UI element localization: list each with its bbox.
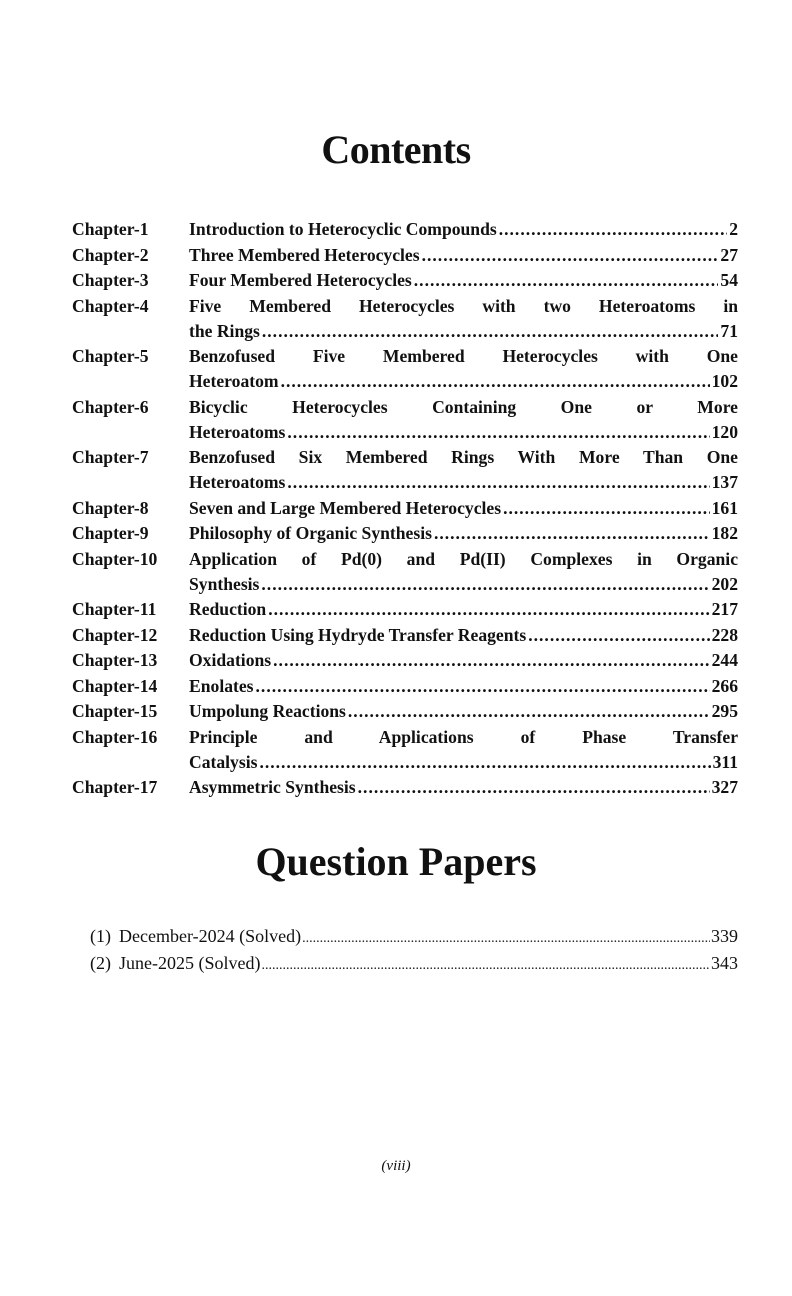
toc-chapter-label: Chapter-17 bbox=[72, 777, 158, 797]
question-paper-page: 339 bbox=[711, 926, 738, 946]
dot-leader bbox=[302, 926, 710, 951]
toc-entry bbox=[72, 344, 738, 394]
toc-page-number: 228 bbox=[711, 624, 738, 645]
page-number: (viii) bbox=[381, 1158, 411, 1174]
toc-title-line: Principle and Applications of Phase Transfer bbox=[189, 726, 738, 747]
question-paper-number: (1) bbox=[90, 926, 111, 946]
question-paper-label: June-2025 (Solved) bbox=[119, 953, 261, 973]
toc-entry bbox=[72, 674, 738, 699]
toc-entry bbox=[72, 294, 738, 344]
toc-title-line: Reduction Using Hydryde Transfer Reagents bbox=[189, 624, 527, 645]
toc-title-line: Oxidations bbox=[189, 650, 272, 670]
dot-leader bbox=[281, 369, 710, 394]
toc-entry bbox=[72, 623, 738, 648]
toc-title-line: Four Membered Heterocycles bbox=[189, 270, 412, 290]
toc-entry bbox=[72, 521, 738, 546]
toc-title-line: Benzofused Five Membered Heterocycles with One bbox=[189, 346, 738, 366]
toc-page-number: 120 bbox=[711, 421, 738, 442]
dot-leader bbox=[348, 699, 710, 724]
toc-page-number: 244 bbox=[711, 650, 738, 670]
toc-page-number: 2 bbox=[729, 219, 738, 239]
toc-page-number: 182 bbox=[711, 523, 738, 543]
dot-leader bbox=[414, 268, 719, 293]
dot-leader bbox=[262, 319, 719, 344]
toc-page-number: 161 bbox=[711, 497, 738, 518]
dot-leader bbox=[499, 217, 727, 242]
toc-entry bbox=[72, 547, 738, 597]
toc-title-line: Bicyclic Heterocycles Containing One or More bbox=[189, 396, 738, 417]
toc-entry bbox=[72, 217, 738, 242]
toc-page-number: 102 bbox=[711, 371, 738, 391]
toc-title-line: Application of Pd(0) and Pd(II) Complexes in Organic bbox=[189, 548, 738, 569]
toc-page-number: 266 bbox=[711, 675, 738, 696]
toc-title-line: Heteroatoms bbox=[189, 421, 286, 442]
toc-chapter-label: Chapter-6 bbox=[72, 396, 149, 417]
toc-title-line: Enolates bbox=[189, 675, 254, 696]
toc-page-number: 327 bbox=[711, 777, 738, 797]
toc-chapter-label: Chapter-14 bbox=[72, 675, 158, 696]
dot-leader bbox=[273, 648, 709, 673]
toc-entry bbox=[72, 699, 738, 724]
dot-leader bbox=[261, 572, 709, 597]
toc-title-line: Benzofused Six Membered Rings With More Than One bbox=[189, 447, 738, 467]
toc-page-number: 202 bbox=[711, 573, 738, 594]
toc-title-line: Introduction to Heterocyclic Compounds bbox=[189, 219, 497, 239]
toc-chapter-label: Chapter-13 bbox=[72, 650, 158, 670]
question-papers-list bbox=[90, 924, 738, 978]
toc-page-number: 27 bbox=[720, 244, 738, 265]
dot-leader bbox=[358, 775, 710, 800]
toc-entry bbox=[72, 445, 738, 495]
toc-page-number: 311 bbox=[712, 751, 738, 772]
toc-entry bbox=[72, 775, 738, 800]
toc-chapter-label: Chapter-15 bbox=[72, 701, 158, 721]
toc-title-line: Synthesis bbox=[189, 573, 260, 594]
toc-title-line: Umpolung Reactions bbox=[189, 701, 346, 721]
toc-title-line: Philosophy of Organic Synthesis bbox=[189, 523, 432, 543]
toc-page-number: 295 bbox=[711, 701, 738, 721]
dot-leader bbox=[503, 496, 710, 521]
dot-leader bbox=[268, 597, 709, 622]
toc-page-number: 137 bbox=[711, 472, 738, 492]
toc-title-line: the Rings bbox=[189, 320, 260, 341]
dot-leader bbox=[422, 243, 719, 268]
toc-page-number: 54 bbox=[720, 270, 738, 290]
question-paper-item bbox=[90, 924, 738, 951]
toc-title-line: Reduction bbox=[189, 599, 267, 619]
dot-leader bbox=[256, 674, 710, 699]
toc-entry bbox=[72, 496, 738, 521]
toc-title-line: Catalysis bbox=[189, 751, 258, 772]
question-paper-number: (2) bbox=[90, 953, 111, 973]
toc-entry bbox=[72, 395, 738, 445]
toc-chapter-label: Chapter-5 bbox=[72, 346, 149, 366]
dot-leader bbox=[287, 470, 709, 495]
dot-leader bbox=[434, 521, 710, 546]
table-of-contents bbox=[72, 217, 738, 801]
toc-chapter-label: Chapter-11 bbox=[72, 599, 157, 619]
toc-chapter-label: Chapter-4 bbox=[72, 295, 149, 316]
toc-entry bbox=[72, 597, 738, 622]
dot-leader bbox=[528, 623, 709, 648]
toc-entry bbox=[72, 648, 738, 673]
toc-chapter-label: Chapter-1 bbox=[72, 219, 149, 239]
dot-leader bbox=[261, 953, 710, 978]
toc-title-line: Heteroatoms bbox=[189, 472, 286, 492]
toc-chapter-label: Chapter-12 bbox=[72, 624, 158, 645]
toc-entry bbox=[72, 268, 738, 293]
toc-title-line: Heteroatom bbox=[189, 371, 279, 391]
toc-chapter-label: Chapter-7 bbox=[72, 447, 149, 467]
toc-title-line: Asymmetric Synthesis bbox=[189, 777, 356, 797]
question-paper-item bbox=[90, 951, 738, 978]
dot-leader bbox=[259, 750, 710, 775]
toc-title-line: Five Membered Heterocycles with two Heteroatoms in bbox=[189, 295, 738, 316]
toc-chapter-label: Chapter-10 bbox=[72, 548, 158, 569]
toc-page-number: 217 bbox=[711, 599, 738, 619]
toc-entry bbox=[72, 243, 738, 268]
question-paper-page: 343 bbox=[711, 953, 738, 973]
toc-chapter-label: Chapter-9 bbox=[72, 523, 149, 543]
toc-title-line: Three Membered Heterocycles bbox=[189, 244, 420, 265]
toc-title-line: Seven and Large Membered Heterocycles bbox=[189, 497, 502, 518]
question-paper-label: December-2024 (Solved) bbox=[119, 926, 302, 946]
dot-leader bbox=[287, 420, 709, 445]
toc-chapter-label: Chapter-8 bbox=[72, 497, 149, 518]
question-papers-title: Question Papers bbox=[255, 839, 537, 884]
toc-page-number: 71 bbox=[720, 320, 738, 341]
contents-title: Contents bbox=[321, 127, 471, 172]
toc-entry bbox=[72, 725, 738, 775]
toc-chapter-label: Chapter-3 bbox=[72, 270, 149, 290]
toc-chapter-label: Chapter-16 bbox=[72, 726, 158, 747]
toc-chapter-label: Chapter-2 bbox=[72, 244, 149, 265]
